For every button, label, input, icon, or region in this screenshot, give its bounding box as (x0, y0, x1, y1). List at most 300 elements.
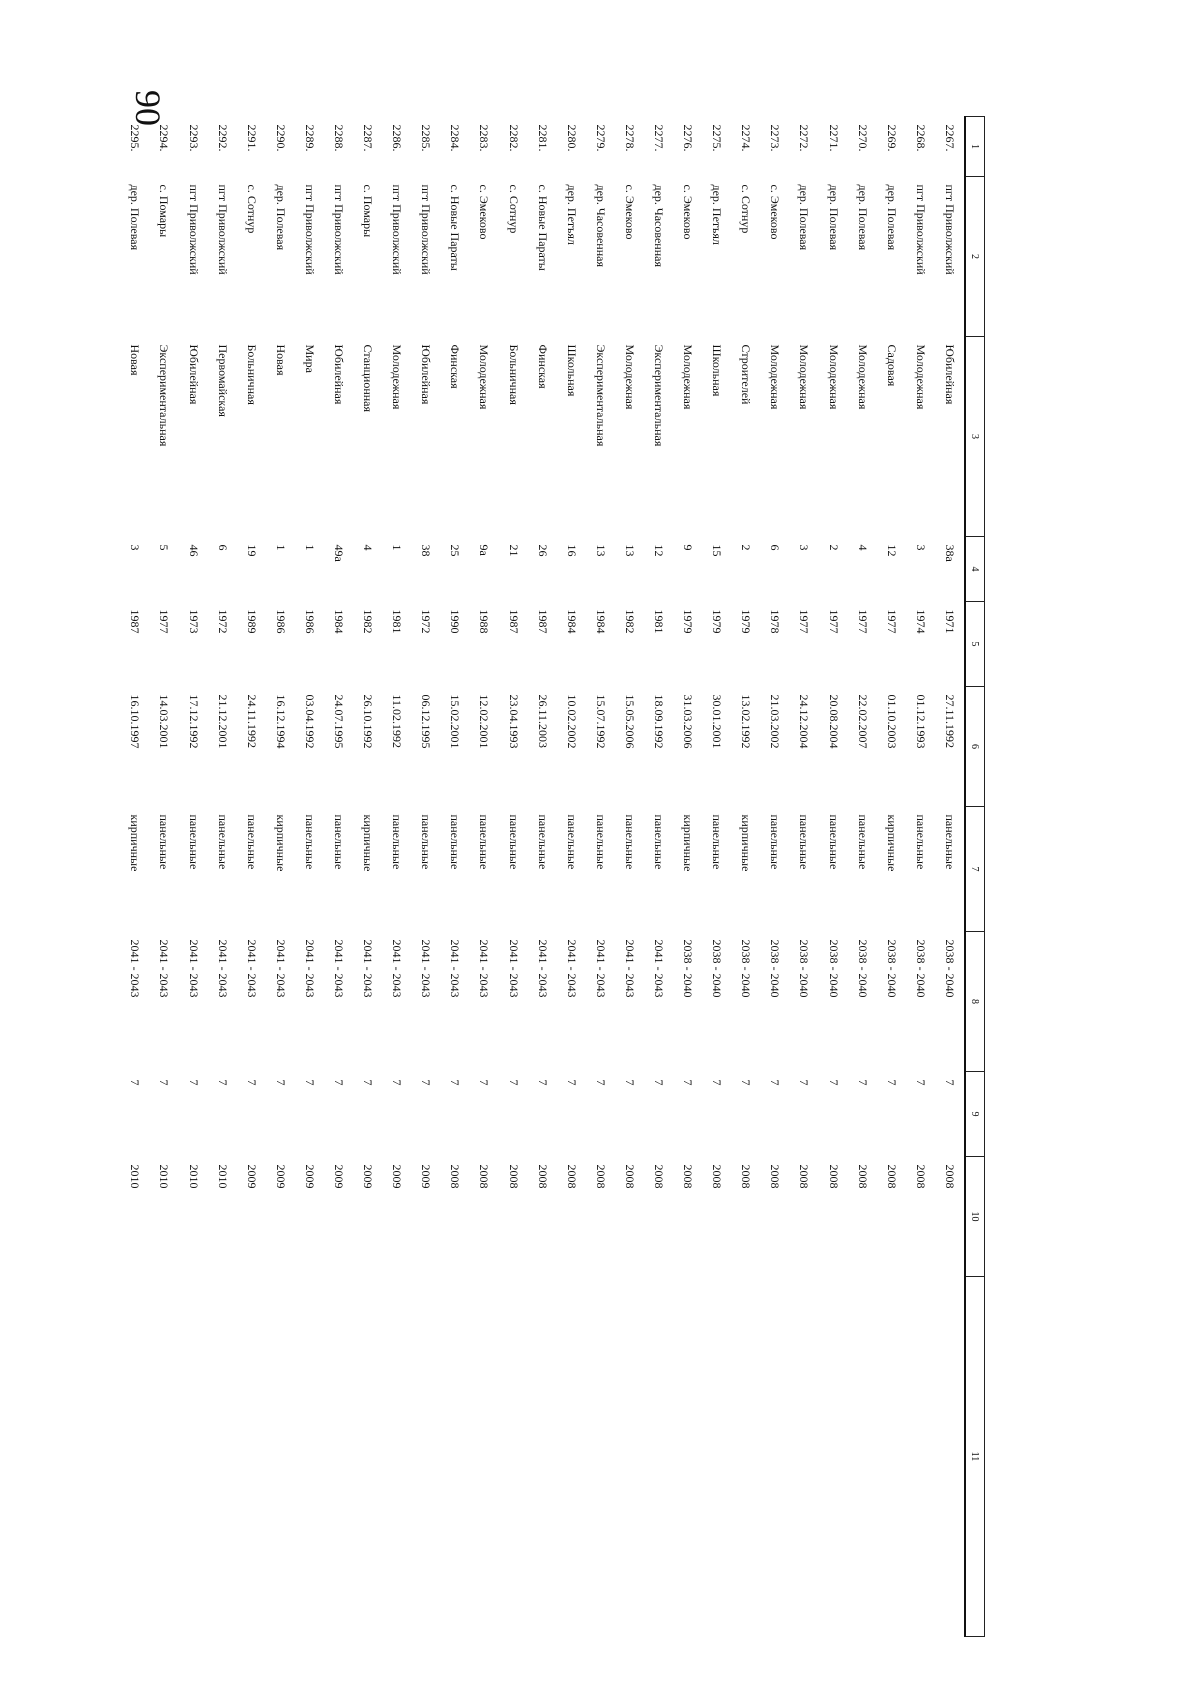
table-cell-col-11 (295, 1277, 324, 1637)
table-cell-col-9: 7 (331, 1079, 346, 1086)
table-cell-col-7: панельные (593, 814, 608, 870)
table-cell-col-5: 1971 (942, 609, 957, 634)
table-cell-col-8: 2038 - 2040 (739, 939, 754, 998)
table-row (353, 117, 382, 1637)
table-cell-col-5: 1981 (390, 609, 405, 634)
table-cell-col-5: 1977 (797, 609, 812, 634)
table-cell-col-3: Молодежная (826, 344, 841, 410)
table-row (440, 117, 469, 1637)
table-cell-col-7: панельные (797, 814, 812, 870)
table-row (760, 117, 789, 1637)
table-cell-col-2: пгт Приволжский (302, 184, 317, 275)
table-cell-col-6: 01.12.1993 (913, 694, 928, 749)
table-cell-col-11 (208, 1277, 237, 1637)
table-cell-col-10: 2009 (361, 1164, 376, 1189)
table-row (120, 117, 149, 1637)
table-cell-col-2: дер. Петъял (564, 184, 579, 245)
table-cell-col-11 (819, 1277, 848, 1637)
table-row (295, 117, 324, 1637)
table-cell-col-10: 2009 (419, 1164, 434, 1189)
table-cell-col-4: 13 (593, 544, 608, 557)
table-cell-col-1: 2291. (244, 124, 259, 152)
table-cell-col-3: Юбилейная (331, 344, 346, 405)
table-cell-col-6: 26.11.2003 (535, 694, 550, 749)
table-cell-col-4: 26 (535, 544, 550, 557)
table-cell-col-7: панельные (244, 814, 259, 870)
table-cell-col-1: 2273. (768, 124, 783, 152)
table-cell-col-4: 12 (652, 544, 667, 557)
table-cell-col-9: 7 (215, 1079, 230, 1086)
table-cell-col-1: 2267. (942, 124, 957, 152)
table-cell-col-6: 31.03.2006 (681, 694, 696, 749)
table-cell-col-9: 7 (128, 1079, 143, 1086)
table-cell-col-1: 2283. (477, 124, 492, 152)
table-cell-col-11 (615, 1277, 644, 1637)
table-cell-col-6: 20.08.2004 (826, 694, 841, 749)
table-cell-col-8: 2041 - 2043 (128, 939, 143, 998)
table-cell-col-2: пгт Приволжский (913, 184, 928, 275)
table-cell-col-7: панельные (913, 814, 928, 870)
table-cell-col-6: 11.02.1992 (390, 694, 405, 749)
table-cell-col-8: 2041 - 2043 (593, 939, 608, 998)
table-cell-col-7: панельные (710, 814, 725, 870)
table-cell-col-6: 27.11.1992 (942, 694, 957, 749)
table-row (324, 117, 353, 1637)
table-cell-col-2: дер. Часовенная (652, 184, 667, 267)
table-cell-col-11 (237, 1277, 266, 1637)
table-cell-col-4: 25 (448, 544, 463, 557)
table-cell-col-9: 7 (768, 1079, 783, 1086)
table-row (877, 117, 906, 1637)
table-cell-col-10: 2010 (128, 1164, 143, 1189)
table-row (178, 117, 207, 1637)
table-cell-col-8: 2041 - 2043 (186, 939, 201, 998)
table-cell-col-4: 6 (215, 544, 230, 551)
table-cell-col-10: 2008 (622, 1164, 637, 1189)
table-cell-col-9: 7 (652, 1079, 667, 1086)
table-cell-col-3: Больничная (244, 344, 259, 405)
table-cell-col-4: 3 (913, 544, 928, 551)
table-cell-col-5: 1987 (128, 609, 143, 634)
table-cell-col-4: 19 (244, 544, 259, 557)
table-cell-col-4: 4 (361, 544, 376, 551)
page-number: 90 (128, 90, 168, 126)
table-cell-col-10: 2009 (302, 1164, 317, 1189)
table-cell-col-5: 1979 (681, 609, 696, 634)
column-header-7: 7 (965, 807, 985, 932)
table-cell-col-5: 1984 (593, 609, 608, 634)
table-cell-col-1: 2292. (215, 124, 230, 152)
table-cell-col-5: 1984 (331, 609, 346, 634)
table-cell-col-6: 15.07.1992 (593, 694, 608, 749)
table-cell-col-10: 2008 (448, 1164, 463, 1189)
column-header-4: 4 (965, 537, 985, 602)
table-cell-col-11 (673, 1277, 702, 1637)
table-cell-col-4: 9а (477, 544, 492, 556)
table-cell-col-6: 18.09.1992 (652, 694, 667, 749)
table-cell-col-8: 2038 - 2040 (710, 939, 725, 998)
table-row (789, 117, 818, 1637)
table-cell-col-3: Молодежная (913, 344, 928, 410)
table-cell-col-7: панельные (448, 814, 463, 870)
table-cell-col-11 (120, 1277, 149, 1637)
table-cell-col-6: 03.04.1992 (302, 694, 317, 749)
table-cell-col-11 (382, 1277, 411, 1637)
table-cell-col-2: с. Сотнур (739, 184, 754, 234)
column-header-9: 9 (965, 1072, 985, 1157)
table-cell-col-3: Первомайская (215, 344, 230, 417)
table-cell-col-9: 7 (797, 1079, 812, 1086)
table-cell-col-8: 2041 - 2043 (157, 939, 172, 998)
table-cell-col-5: 1989 (244, 609, 259, 634)
table-cell-col-9: 7 (535, 1079, 550, 1086)
table-cell-col-2: с. Эмеково (622, 184, 637, 240)
table-cell-col-9: 7 (826, 1079, 841, 1086)
table-cell-col-5: 1973 (186, 609, 201, 634)
table-cell-col-8: 2038 - 2040 (797, 939, 812, 998)
table-cell-col-3: Школьная (564, 344, 579, 397)
table-cell-col-3: Новая (273, 344, 288, 376)
table-cell-col-7: кирпичные (681, 814, 696, 872)
table-cell-col-7: панельные (942, 814, 957, 870)
header-row (965, 117, 985, 1637)
table-cell-col-11 (353, 1277, 382, 1637)
table-cell-col-2: дер. Полевая (826, 184, 841, 251)
table-cell-col-5: 1984 (564, 609, 579, 634)
table-row (848, 117, 877, 1637)
table-cell-col-4: 3 (128, 544, 143, 551)
table-cell-col-1: 2289. (302, 124, 317, 152)
table-row (702, 117, 731, 1637)
table-cell-col-2: с. Эмеково (768, 184, 783, 240)
table-cell-col-6: 16.10.1997 (128, 694, 143, 749)
table-cell-col-2: с. Эмеково (477, 184, 492, 240)
table-cell-col-7: панельные (215, 814, 230, 870)
table-cell-col-9: 7 (186, 1079, 201, 1086)
table-cell-col-7: панельные (186, 814, 201, 870)
table-cell-col-11 (644, 1277, 673, 1637)
table-cell-col-8: 2041 - 2043 (506, 939, 521, 998)
table-cell-col-8: 2041 - 2043 (244, 939, 259, 998)
table-cell-col-3: Финская (535, 344, 550, 389)
table-cell-col-2: с. Помары (361, 184, 376, 238)
table-cell-col-5: 1972 (215, 609, 230, 634)
table-cell-col-6: 26.10.1992 (361, 694, 376, 749)
table-cell-col-8: 2041 - 2043 (564, 939, 579, 998)
table-cell-col-1: 2272. (797, 124, 812, 152)
table-cell-col-4: 5 (157, 544, 172, 551)
table-cell-col-9: 7 (361, 1079, 376, 1086)
table-cell-col-2: пгт Приволжский (390, 184, 405, 275)
table-header (965, 117, 985, 1637)
table-cell-col-7: панельные (157, 814, 172, 870)
table-cell-col-5: 1977 (855, 609, 870, 634)
table-cell-col-3: Молодежная (855, 344, 870, 410)
table-cell-col-3: Молодежная (390, 344, 405, 410)
table-cell-col-3: Финская (448, 344, 463, 389)
table-cell-col-2: пгт Приволжский (419, 184, 434, 275)
table-cell-col-10: 2009 (273, 1164, 288, 1189)
table-row (382, 117, 411, 1637)
table-cell-col-3: Молодежная (797, 344, 812, 410)
table-cell-col-5: 1979 (739, 609, 754, 634)
table-cell-col-3: Молодежная (477, 344, 492, 410)
table-cell-col-1: 2268. (913, 124, 928, 152)
table-cell-col-1: 2280. (564, 124, 579, 152)
table-body (120, 117, 965, 1637)
table-cell-col-4: 16 (564, 544, 579, 557)
table-cell-col-7: кирпичные (884, 814, 899, 872)
table-cell-col-11 (149, 1277, 178, 1637)
table-row (644, 117, 673, 1637)
table-cell-col-3: Юбилейная (186, 344, 201, 405)
table-cell-col-10: 2008 (826, 1164, 841, 1189)
table-cell-col-6: 15.02.2001 (448, 694, 463, 749)
table-cell-col-6: 12.02.2001 (477, 694, 492, 749)
table-cell-col-6: 24.07.1995 (331, 694, 346, 749)
column-header-3: 3 (965, 337, 985, 537)
table-cell-col-2: с. Сотнур (506, 184, 521, 234)
table-cell-col-9: 7 (157, 1079, 172, 1086)
table-cell-col-1: 2281. (535, 124, 550, 152)
table-cell-col-9: 7 (273, 1079, 288, 1086)
table-cell-col-8: 2041 - 2043 (477, 939, 492, 998)
table-cell-col-10: 2009 (390, 1164, 405, 1189)
table-cell-col-4: 12 (884, 544, 899, 557)
table-cell-col-7: панельные (390, 814, 405, 870)
table-cell-col-6: 06.12.1995 (419, 694, 434, 749)
table-cell-col-6: 14.03.2001 (157, 694, 172, 749)
table-cell-col-11 (411, 1277, 440, 1637)
table-cell-col-2: с. Новые Параты (535, 184, 550, 271)
table-cell-col-3: Молодежная (768, 344, 783, 410)
table-cell-col-3: Экспериментальная (593, 344, 608, 447)
table-row (469, 117, 498, 1637)
table-cell-col-6: 21.12.2001 (215, 694, 230, 749)
table-cell-col-8: 2038 - 2040 (855, 939, 870, 998)
table-cell-col-11 (877, 1277, 906, 1637)
table-cell-col-10: 2010 (186, 1164, 201, 1189)
table-cell-col-9: 7 (942, 1079, 957, 1086)
table-cell-col-1: 2274. (739, 124, 754, 152)
table-cell-col-7: кирпичные (361, 814, 376, 872)
table-cell-col-6: 22.02.2007 (855, 694, 870, 749)
table-cell-col-9: 7 (302, 1079, 317, 1086)
table-cell-col-11 (499, 1277, 528, 1637)
table-cell-col-9: 7 (593, 1079, 608, 1086)
table-cell-col-11 (906, 1277, 935, 1637)
table-cell-col-3: Молодежная (622, 344, 637, 410)
table-cell-col-9: 7 (884, 1079, 899, 1086)
table-cell-col-9: 7 (855, 1079, 870, 1086)
table-cell-col-3: Молодежная (681, 344, 696, 410)
table-cell-col-1: 2282. (506, 124, 521, 152)
table-row (557, 117, 586, 1637)
table-cell-col-6: 15.05.2006 (622, 694, 637, 749)
table-cell-col-11 (440, 1277, 469, 1637)
table-cell-col-9: 7 (622, 1079, 637, 1086)
table-cell-col-1: 2286. (390, 124, 405, 152)
table-row (673, 117, 702, 1637)
table-cell-col-5: 1988 (477, 609, 492, 634)
table-cell-col-6: 16.12.1994 (273, 694, 288, 749)
table-cell-col-3: Экспериментальная (652, 344, 667, 447)
table-cell-col-1: 2271. (826, 124, 841, 152)
table-cell-col-7: панельные (855, 814, 870, 870)
table-cell-col-4: 1 (390, 544, 405, 551)
table-cell-col-3: Школьная (710, 344, 725, 397)
table-cell-col-10: 2008 (710, 1164, 725, 1189)
table-cell-col-10: 2008 (855, 1164, 870, 1189)
table-cell-col-7: кирпичные (273, 814, 288, 872)
table-cell-col-11 (731, 1277, 760, 1637)
table-cell-col-2: дер. Петъял (710, 184, 725, 245)
table-cell-col-2: дер. Полевая (128, 184, 143, 251)
table-cell-col-11 (848, 1277, 877, 1637)
table-cell-col-10: 2009 (244, 1164, 259, 1189)
table-cell-col-6: 30.01.2001 (710, 694, 725, 749)
table-cell-col-6: 10.02.2002 (564, 694, 579, 749)
table-cell-col-5: 1981 (652, 609, 667, 634)
table-cell-col-1: 2288. (331, 124, 346, 152)
table-cell-col-9: 7 (913, 1079, 928, 1086)
table-row (731, 117, 760, 1637)
table-cell-col-2: пгт Приволжский (331, 184, 346, 275)
column-header-10: 10 (965, 1157, 985, 1277)
table-cell-col-11 (469, 1277, 498, 1637)
table-cell-col-5: 1986 (302, 609, 317, 634)
table-cell-col-5: 1987 (506, 609, 521, 634)
table-cell-col-4: 49а (331, 544, 346, 562)
table-cell-col-3: Больничная (506, 344, 521, 405)
table-cell-col-7: панельные (419, 814, 434, 870)
table-cell-col-7: панельные (768, 814, 783, 870)
table-cell-col-11 (586, 1277, 615, 1637)
table-cell-col-10: 2008 (681, 1164, 696, 1189)
table-row (149, 117, 178, 1637)
table-cell-col-7: кирпичные (739, 814, 754, 872)
table-cell-col-8: 2038 - 2040 (913, 939, 928, 998)
table-cell-col-3: Мира (302, 344, 317, 373)
table-cell-col-7: панельные (477, 814, 492, 870)
table-cell-col-6: 21.03.2002 (768, 694, 783, 749)
column-header-6: 6 (965, 687, 985, 807)
table-cell-col-10: 2010 (215, 1164, 230, 1189)
table-row (266, 117, 295, 1637)
table-cell-col-5: 1977 (826, 609, 841, 634)
table-cell-col-1: 2270. (855, 124, 870, 152)
table-cell-col-11 (324, 1277, 353, 1637)
table-cell-col-4: 3 (797, 544, 812, 551)
table-cell-col-9: 7 (739, 1079, 754, 1086)
table-cell-col-7: панельные (564, 814, 579, 870)
table-cell-col-6: 17.12.1992 (186, 694, 201, 749)
table-row (237, 117, 266, 1637)
table-cell-col-4: 2 (739, 544, 754, 551)
table-cell-col-8: 2041 - 2043 (535, 939, 550, 998)
table-cell-col-1: 2285. (419, 124, 434, 152)
table-cell-col-4: 38 (419, 544, 434, 557)
table-cell-col-7: кирпичные (128, 814, 143, 872)
rotated-table-container (128, 116, 985, 1636)
table-cell-col-3: Строителей (739, 344, 754, 405)
table-cell-col-4: 4 (855, 544, 870, 551)
table-cell-col-2: дер. Полевая (884, 184, 899, 251)
table-cell-col-9: 7 (244, 1079, 259, 1086)
column-header-11: 11 (965, 1277, 985, 1637)
table-row (586, 117, 615, 1637)
table-cell-col-8: 2041 - 2043 (652, 939, 667, 998)
table-cell-col-10: 2010 (157, 1164, 172, 1189)
table-cell-col-10: 2008 (506, 1164, 521, 1189)
table-cell-col-1: 2279. (593, 124, 608, 152)
table-row (499, 117, 528, 1637)
table-cell-col-10: 2008 (652, 1164, 667, 1189)
table-cell-col-5: 1986 (273, 609, 288, 634)
table-cell-col-11 (528, 1277, 557, 1637)
table-cell-col-4: 46 (186, 544, 201, 557)
table-cell-col-8: 2038 - 2040 (884, 939, 899, 998)
table-row (208, 117, 237, 1637)
table-cell-col-7: панельные (302, 814, 317, 870)
table-cell-col-2: с. Помары (157, 184, 172, 238)
table-cell-col-6: 24.11.1992 (244, 694, 259, 749)
table-cell-col-10: 2008 (535, 1164, 550, 1189)
table-cell-col-2: пгт Приволжский (942, 184, 957, 275)
table-cell-col-3: Садовая (884, 344, 899, 387)
table-cell-col-1: 2293. (186, 124, 201, 152)
table-cell-col-4: 1 (273, 544, 288, 551)
table-cell-col-1: 2269. (884, 124, 899, 152)
table-cell-col-11 (935, 1277, 965, 1637)
table-row (935, 117, 965, 1637)
table-cell-col-2: дер. Полевая (797, 184, 812, 251)
table-cell-col-10: 2008 (797, 1164, 812, 1189)
table-cell-col-4: 13 (622, 544, 637, 557)
table-cell-col-9: 7 (506, 1079, 521, 1086)
table-cell-col-9: 7 (448, 1079, 463, 1086)
table-cell-col-1: 2284. (448, 124, 463, 152)
table-cell-col-10: 2008 (593, 1164, 608, 1189)
table-cell-col-5: 1982 (622, 609, 637, 634)
table-cell-col-8: 2041 - 2043 (361, 939, 376, 998)
table-cell-col-10: 2008 (477, 1164, 492, 1189)
table-cell-col-2: пгт Приволжский (215, 184, 230, 275)
table-cell-col-4: 1 (302, 544, 317, 551)
table-cell-col-7: панельные (506, 814, 521, 870)
table-cell-col-5: 1977 (884, 609, 899, 634)
table-cell-col-10: 2008 (739, 1164, 754, 1189)
table-cell-col-10: 2008 (884, 1164, 899, 1189)
table-cell-col-8: 2041 - 2043 (273, 939, 288, 998)
table-cell-col-8: 2041 - 2043 (302, 939, 317, 998)
table-cell-col-7: панельные (622, 814, 637, 870)
table-cell-col-1: 2294. (157, 124, 172, 152)
table-cell-col-11 (266, 1277, 295, 1637)
table-cell-col-11 (557, 1277, 586, 1637)
table-cell-col-3: Новая (128, 344, 143, 376)
table-cell-col-8: 2041 - 2043 (331, 939, 346, 998)
table-cell-col-6: 01.10.2003 (884, 694, 899, 749)
table-cell-col-9: 7 (564, 1079, 579, 1086)
table-cell-col-8: 2038 - 2040 (681, 939, 696, 998)
table-row (411, 117, 440, 1637)
table-cell-col-5: 1978 (768, 609, 783, 634)
table-cell-col-2: дер. Полевая (273, 184, 288, 251)
table-cell-col-4: 15 (710, 544, 725, 557)
table-cell-col-8: 2038 - 2040 (768, 939, 783, 998)
table-cell-col-9: 7 (419, 1079, 434, 1086)
